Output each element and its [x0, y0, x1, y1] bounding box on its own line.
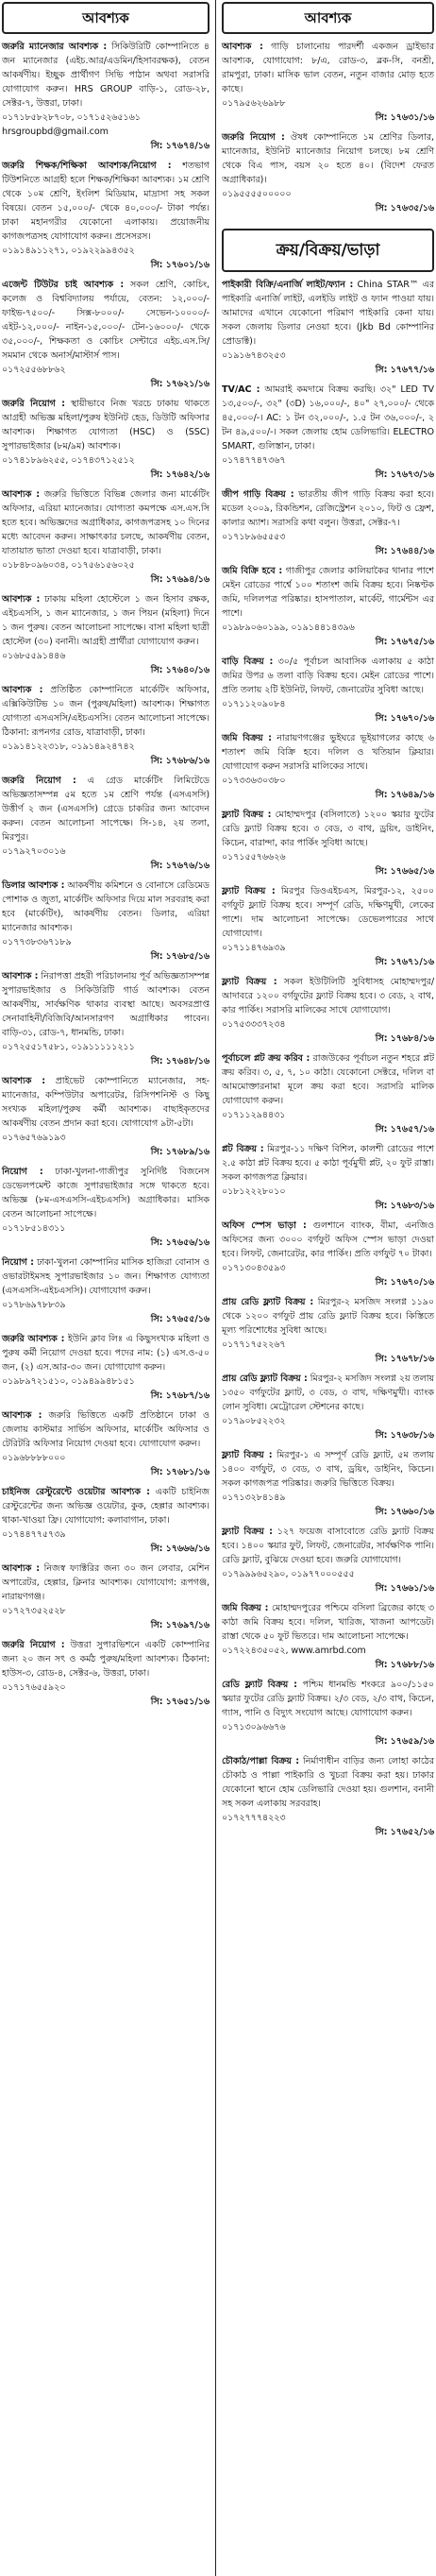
- ad-title: ফ্ল্যাট বিক্রয় :: [222, 1450, 273, 1460]
- ad-phone: ০১৬৮৫৫৯১৪৪৬: [2, 651, 66, 661]
- ad-body: সিকিউরিটি কোম্পানিতে ৪ জন ম্যানেজার (এইচ.আর/এডমিন/হিসাবরক্ষক), বেতন আকর্ষণীয়। ইচ্ছুক প্রার্থীগণ সিভি পাঠান অথবা সরাসরি যোগাযোগ করুন। HRS GROUP বাড়ি-১, রোড-২৮, সেক্টর-৭, উত্তরা, ঢাকা।: [2, 42, 210, 109]
- classified-ad: [2, 278, 210, 391]
- classified-ad: [222, 1448, 434, 1519]
- ad-body: China STAR™ এর পাইকারি এনার্জি লাইট, এলইডি লাইট ও ফ্যান পাওয়া যায়। আমাদের এখানে যেকোনো পরিমাণ পাইকারি কেনা যায়। সকল জেলায় ডিলার নেওয়া হবে। (Jkb Bd কোম্পানির প্রোডাক্ট)।: [222, 280, 434, 347]
- ad-title: অফিস স্পেস ভাড়া :: [222, 1220, 307, 1231]
- ad-phone: ০১৭৯২৭০৩০১৬: [2, 846, 66, 857]
- ad-body: মিরপুর ডিওএইচএস, মিরপুর-১২, ২৫০০ বর্গফুট ফ্ল্যাট বিক্রয় হবে। সম্পূর্ণ রেডি, দক্ষিণমুখী, লেকের পাশে। দাম আলোচনা সাপেক্ষে। ডেভেলপারের সাথে যোগাযোগ।: [222, 886, 434, 939]
- ad-phone: ০১৯৮৯০৬০১৯৯, ০১৯১৪৪১৪৩৯৬: [222, 623, 355, 633]
- classified-ad: [222, 1601, 434, 1672]
- ad-reference-code: সি: ১৭৬৫৬/১৬: [150, 1237, 210, 1248]
- ad-body: একটি চাইনিজ রেস্টুরেন্টের জন্য অভিজ্ঞ ওয়েটার, কুক, হেল্পার আবশ্যক। থাকা-খাওয়া ফ্রি। যোগাযোগ: কলাবাগান, ঢাকা।: [2, 1487, 210, 1526]
- ad-title: ফ্ল্যাট বিক্রয় :: [222, 810, 272, 820]
- ad-body: ঔষধ কোম্পানিতে ১ম শ্রেণির ডিলার, ম্যানেজার, ইউনিট ম্যানেজার নিয়োগ চলছে। ৮ম শ্রেণি থেকে বিএ পাস, বয়স ২০ হতে ৪০। (বিদেশ ফেরত অগ্রাধিকার)।: [222, 132, 434, 185]
- ad-phone: ০১৭১৮৯৬৫৫৫৩: [222, 532, 286, 542]
- ad-body: ভারতীয় জীপ গাড়ি বিক্রয় করা হবে। মডেল ২০০৯, রিকন্ডিশন, রেজিস্ট্রেশন ২০১০, ফিট ও ফ্রেশ, কালার অ্যাশ। সরাসরি কথা বলুন। উত্তরা, সেক্টর-৭।: [222, 489, 435, 528]
- ad-body: মিরপুর-১১ দক্ষিণ বিশিল, কালশী রোডের পাশে ২.৫ কাঠা প্লট বিক্রয় হবে। ৫ কাঠা পূর্বমুখী প্লট, ২০ ফুট রাস্তা। সকল কাগজপত্র ক্লিয়ার।: [222, 1144, 434, 1183]
- ad-body: গাজীপুর জেলার কালিয়াকৈর থানার পাশে মেইন রোডের পার্শ্বে ১০০ শতাংশ জমি বিক্রয় হবে। নিষ্কণ্টক জমি, দলিলপত্র পরিষ্কার। হাসপাতাল, মার্কেট, গার্মেন্টস এর পাশে।: [222, 566, 434, 619]
- ad-phone: ০১৭১৩০৪৩৫৯৩: [222, 1263, 286, 1273]
- ad-title: আবশ্যক :: [2, 1076, 45, 1086]
- ad-reference-code: সি: ১৭৬৭১/১৬: [375, 957, 434, 967]
- classified-ad: [222, 884, 434, 969]
- ad-body: মোহাম্মদপুরের পশ্চিমে বসিলা ব্রিজের কাছে ৩ কাঠা জমি বিক্রয় হবে। দলিল, খারিজ, খাজনা আপডেট। রাস্তা থেকে ৫০ ফুট ভিতরে। দাম আলোচনা সাপেক্ষে।: [222, 1603, 434, 1642]
- classified-ad: [2, 1255, 210, 1326]
- ad-reference-code: সি: ১৭৬৩৮/১৬: [375, 1430, 434, 1441]
- right-top-ad-list: [222, 40, 434, 215]
- classified-ad: [2, 1485, 210, 1556]
- ad-phone: ০১৯৮৯৭২১৫১০, ০১৯৪৯৯৪৮১৫১: [2, 1376, 135, 1387]
- left-column: [0, 0, 212, 1714]
- ad-title: আবশ্যক :: [2, 1410, 42, 1421]
- ad-phone: ০১৭২৫৫১৭৫৮১, ০১৯১১১১১২১১: [2, 1042, 135, 1052]
- ad-phone: ০১৭২৭৭৭৪২২৩: [222, 1813, 286, 1823]
- classified-ad: [222, 1295, 434, 1366]
- ad-title: প্রায় রেডি ফ্ল্যাট বিক্রয় :: [222, 1297, 314, 1307]
- classified-ad: [2, 879, 210, 964]
- ad-body: জরুরি ভিত্তিতে বিভিন্ন জেলার জন্য মার্কেটিং অফিসার, এরিয়া ম্যানেজার। যোগ্যতা কমপক্ষে এস.এস.সি হতে হবে। অভিজ্ঞদের অগ্রাধিকার, কাগজপত্রসহ ১০ দিনের মধ্যে আবেদন করুন। সাক্ষাৎকার চলছে, আকর্ষণীয় বেতন, যাতায়াত ভাতা দেওয়া হবে। যাত্রাবাড়ী, ঢাকা।: [2, 489, 210, 556]
- ad-reference-code: সি: ১৭৬৮৪/১৬: [375, 1033, 434, 1044]
- ad-reference-code: সি: ১৭৬৫৫/১৬: [150, 1314, 210, 1324]
- ad-body: ৩০/৫ পূর্বাচল আবাসিক এলাকায় ৫ কাঠা জমির উপর ৬ তলা বাড়ি বিক্রয় হবে। মেইন রোডের পাশে। প্রতি তলায় ২টি ইউনিট, লিফট, জেনারেটর সুবিধা আছে।: [222, 657, 434, 695]
- classified-ad: [2, 487, 210, 587]
- ad-phone: ০১৭১৩২৮৪১৪৯: [222, 1493, 286, 1503]
- ad-reference-code: সি: ১৭৬৪২/১৬: [150, 469, 210, 480]
- ad-reference-code: সি: ১৭৬৯৭/১৬: [150, 1620, 210, 1630]
- ad-phone: ০১৭১১২৯৪৪৩১: [222, 1110, 286, 1120]
- section-header-buy-sell-rent: ক্রয়/বিক্রয়/ভাড়া: [222, 229, 434, 272]
- classified-ad: [222, 1754, 434, 1839]
- ad-phone: ০১৭৮৬৯৭৮৮৩৯: [2, 1300, 66, 1310]
- ad-title: প্রায় রেডি ফ্ল্যাট বিক্রয় :: [222, 1373, 308, 1384]
- ad-body: গুলশানে ব্যাংক, বীমা, এনজিও অফিসের জন্য ৩০০০ বর্গফুট অফিস স্পেস ভাড়া দেওয়া হবে। লিফট, জেনারেটর, কার পার্কিং। প্রতি বর্গফুট ৭০ টাকা।: [222, 1220, 434, 1259]
- left-ad-list: [2, 40, 210, 1709]
- ad-body: মোহাম্মদপুর (বসিলাতে) ১২০০ স্কয়ার ফুটের রেডি ফ্ল্যাট বিক্রয় হবে। ৩ বেড, ৩ বাথ, ড্রয়িং, ডাইনিং, কিচেন, বারান্দা, কার পার্কিং সুবিধা আছে।: [222, 810, 434, 848]
- ad-reference-code: সি: ১৭৬৮৫/১৬: [150, 951, 210, 962]
- ad-title: জরুরি নিয়োগ :: [2, 399, 65, 409]
- ad-title: আবশ্যক :: [2, 1563, 40, 1574]
- ad-phone: ০১৭৭৩৮৩৬৭১৮৯: [2, 937, 72, 947]
- ad-title: আবশ্যক :: [2, 685, 43, 695]
- ad-phone: ০১৯১৪৯১১২৭১, ০১৯২২৯৯৪৩৫২: [2, 246, 135, 256]
- ad-body: প্রতিষ্ঠিত কোম্পানিতে মার্কেটিং অফিসার, এক্সিকিউটিভ ১০ জন (পুরুষ/মহিলা) আবশ্যক। শিক্ষাগত যোগ্যতা এসএসসি/এইচএসসি। বেতন আলোচনা সাপেক্ষে। ঠিকানা: রূপনগর রোড, যাত্রাবাড়ী, ঢাকা।: [2, 685, 210, 738]
- ad-title: ফ্ল্যাট বিক্রয় :: [222, 886, 276, 896]
- ad-title: ফ্ল্যাট বিক্রয় :: [222, 977, 277, 987]
- ad-reference-code: সি: ১৭৬৮১/১৬: [150, 1467, 210, 1477]
- classified-ad: [222, 130, 434, 215]
- ad-title: জমি বিক্রি হবে :: [222, 566, 283, 576]
- ad-body: ঢাকায় মহিলা হোস্টেলে ১ জন হিসাব রক্ষক, এইচএসসি, ১ জন ম্যানেজার, ১ জন পিয়ন (মহিলা) দিনে ১ জন পুরুষ। বেতন আলোচনা সাপেক্ষে। বাসা মহিলা ছাত্রী হোস্টেল (৩০) বনানী। আগ্রহী প্রার্থীরা যোগাযোগ করুন।: [2, 594, 210, 647]
- ad-body: ঢাকা-খুলনা কোম্পানির মাসিক হাজিরা বোনাস ও ওভারটাইমসহ সুপারভাইজার ১০ জন। শিক্ষাগত যোগ্যতা (এসএসসি-এইচএসসি)। যোগাযোগ করুন।: [2, 1257, 210, 1296]
- ad-title: চাইনিজ রেস্টুরেন্টে ওয়েটার আবশ্যক :: [2, 1487, 150, 1497]
- classified-ad: [2, 774, 210, 873]
- ad-title: এজেন্ট টিউটর চাই আবশ্যক :: [2, 280, 125, 290]
- ad-reference-code: সি: ১৭৬৭৪/১৬: [150, 141, 210, 151]
- ad-title: নিয়োগ :: [2, 1167, 43, 1177]
- classified-ad: [2, 1638, 210, 1709]
- ad-title: জরুরি নিয়োগ :: [222, 132, 285, 143]
- classified-ad: [222, 487, 434, 558]
- classified-ad: [222, 1372, 434, 1442]
- classified-ad: [222, 808, 434, 879]
- ad-reference-code: সি: ১৭৬৭৭/১৬: [375, 365, 434, 375]
- ad-reference-code: সি: ১৭৬৪৪/১৬: [375, 546, 434, 556]
- ad-body: মিরপুর-২ মসজিদ সংলগ্ন ২য় তলায় ১৩৫০ বর্গফুটের ফ্ল্যাট, ৩ বেড, ৩ বাথ, দক্ষিণমুখী। ব্যাংক লোন সুবিধা। মেট্রোরেল স্টেশনের কাছে।: [222, 1373, 435, 1412]
- classified-ad: [2, 40, 210, 153]
- classified-ad: [222, 1142, 434, 1213]
- right-ad-list: [222, 278, 434, 1839]
- ad-email: hrsgroupbd@gmail.com: [2, 127, 109, 137]
- ad-reference-code: সি: ১৭৬৬৫/১৬: [375, 866, 434, 877]
- ad-phone: ০১৭২৫৫৬৮৮৬২: [2, 365, 66, 375]
- ad-title: আবশ্যক :: [222, 42, 263, 52]
- classified-ad: [222, 1525, 434, 1595]
- ad-body: শতভাগ টিউশনিতে আগ্রহী হলে শিক্ষক/শিক্ষিকা আবশ্যক। ১ম শ্রেণি থেকে ১০ম শ্রেণি, ইংলিশ মিডিয়াম, মাদ্রাসা সহ সকল বিষয়ে। বেতন ১৫,০০০/- থেকে ৪০,০০০/- টাকা পর্যন্ত। ঢাকা মহানগরীর যেকোনো এলাকায়। প্রয়োজনীয় কাগজপত্রসহ যোগাযোগ করুন। প্রসেসরস।: [2, 161, 210, 242]
- ad-body: আকর্ষণীয় কমিশনে ও বোনাসে রেডিমেড পোশাক ও জুতা, মার্কেটিং অফিসার দিয়ে মাল সরবরাহ করা হবে (মার্কেটিং), আকর্ষণীয় বেতন। ডিলার, এরিয়া ম্যানেজার আবশ্যক।: [2, 880, 210, 933]
- classified-ad: [2, 1332, 210, 1403]
- ad-reference-code: সি: ১৭৬৩৫/১৬: [375, 203, 434, 213]
- ad-reference-code: সি: ১৭৬০১/১৬: [150, 260, 210, 270]
- ad-reference-code: সি: ১৭৬৮৭/১৬: [150, 1390, 210, 1401]
- ad-phone: ০১৭১৩০৯৬৬৭৬: [222, 1722, 286, 1732]
- ad-phone: ০১৯১৬৭৪৩২৫৩: [222, 350, 286, 361]
- ad-reference-code: সি: ১৭৬৫১/১৬: [150, 1697, 210, 1707]
- ad-phone: ০১৭৯০৮৫২২৩২: [222, 1416, 286, 1426]
- ad-reference-code: সি: ১৭৬৬১/১৬: [375, 1583, 434, 1594]
- ad-body: স্থায়ীভাবে নিজ খরচে ঢাকায় থাকতে আগ্রহী অভিজ্ঞ মহিলা/পুরুষ ইউনিট হেড, ডিউটি অফিসার আবশ্যক। শিক্ষাগত যোগ্যতা (HSC) ও (SSC) সুপারভাইজার (৮ম/৯ম) আবশ্যক।: [2, 399, 210, 452]
- ad-body: জরুরি ভিত্তিতে একটি প্রতিষ্ঠানে ঢাকা ও জেলায় কাস্টমার সার্ভিস অফিসার, মার্কেটিং অফিসার ও টেরিটরি অফিসার নিয়োগ দেওয়া হবে। যোগাযোগ করুন।: [2, 1410, 210, 1449]
- ad-phone: ০১৭৩৩৬৩০৩৮০: [222, 776, 286, 786]
- classified-ad: [2, 397, 210, 482]
- ad-title: জরুরি শিক্ষক/শিক্ষিকা আবশ্যক/নিয়োগ :: [2, 161, 172, 171]
- ad-body: নারায়ণগঞ্জের ভুইঘরে ভূইয়াগলের কাছে ৬ শতাংশ জমি বিক্রি হবে। দলিল ও খতিয়ান ক্লিয়ার। যোগাযোগ করুন সরাসরি মালিকের সাথে।: [222, 733, 434, 772]
- ad-title: TV/AC :: [222, 384, 260, 395]
- ad-reference-code: সি: ১৭৬৪০/১৬: [150, 665, 210, 675]
- ad-reference-code: সি: ১৭৬৭৫/১৬: [375, 637, 434, 647]
- ad-reference-code: সি: ১৭৬৩১/১৬: [375, 112, 434, 123]
- ad-reference-code: সি: ১৭৬২১/১৬: [150, 379, 210, 389]
- classified-ad: [222, 1678, 434, 1749]
- ad-reference-code: সি: ১৭৬৭০/১৬: [375, 1277, 434, 1288]
- classified-ad: [222, 1219, 434, 1289]
- section-header-wanted-right: আবশ্যক: [222, 2, 434, 34]
- ad-phone: ০১৭৪৪৭৭৫৭৩৯: [2, 1529, 66, 1540]
- ad-body: সকল ইউটিলিটি সুবিধাসহ মোহাম্মদপুর/আদাবরে ১২০০ বর্গফুটের ফ্ল্যাট বিক্রয় হবে। ৩ বেড, ২ বাথ, কার পার্কিং। সরাসরি মালিকের সাথে যোগাযোগ।: [222, 977, 434, 1015]
- ad-phone: ০১৭১১২০৯০৮৪: [222, 699, 286, 709]
- ad-phone: ০১৭৬৫৭৬৯১৯৩: [2, 1133, 66, 1143]
- classified-ad: [222, 383, 434, 482]
- classified-ad: [222, 40, 434, 125]
- classified-ad: [2, 1165, 210, 1250]
- ad-reference-code: সি: ১৭৬৭৮/১৬: [375, 1354, 434, 1364]
- ad-body: আমরাই কমদামে বিক্রয় করছি। ৩২" LED TV ১৩,৫০০/-, ৩২" (৩D) ১৬,০০০/-, ৪০" ২৭,০০০/- থেকে ৪৫,০০০/-। AC: ১ টন ৩২,০০০/-, ১.৫ টন ৩৬,০০০/-, ২ টন ৪৯,৫০০/-। সকল জেলায় হোম ডেলিভারি। ELECTRO SMART, গুলিস্তান, ঢাকা।: [222, 384, 434, 452]
- ad-reference-code: সি: ১৭৬৬০/১৬: [375, 1507, 434, 1517]
- classified-ad: [2, 683, 210, 768]
- ad-reference-code: সি: ১৭৬৫৭/১৬: [375, 1124, 434, 1134]
- ad-title: পাইকারী বিক্রি/এনার্জি লাইট/ফ্যান :: [222, 280, 354, 290]
- ad-body: ঢাকা-খুলনা-গাজীপুর সুনির্দিষ্ট বিজনেস ডেভেলপমেন্ট কাজে সুপারভাইজার সঙ্গে থাকতে হবে। অভিজ্ঞ (৮ম-এসএসসি-এইচএসসি) অগ্রাধিকার। মাসিক বেতন আলোচনা সাপেক্ষে।: [2, 1167, 210, 1220]
- ad-reference-code: সি: ১৭৬৫২/১৬: [375, 1827, 434, 1837]
- ad-phone: ০১৯১৪১২২৩১৮, ০১৯১৪৯২৪৭৪২: [2, 742, 135, 752]
- classified-ad: [2, 1074, 210, 1159]
- ad-phone: ০১৭২৭৩৫২৫২৮: [2, 1606, 66, 1616]
- ad-phone: ০১৭৯৫৬২৬৯৮৮: [222, 98, 286, 109]
- ad-title: রেডি ফ্ল্যাট বিক্রয় :: [222, 1680, 297, 1690]
- classified-ad: [222, 278, 434, 377]
- classified-ad: [2, 592, 210, 677]
- ad-phone: ০১৯৬৮৮৮৮০০০: [2, 1453, 66, 1463]
- ad-body: সকল শ্রেণি, কোচিং, কলেজ ও বিশ্ববিদ্যালয় পর্যায়ে, বেতন: ১২,০০০/- ফাইভ-৭৫০০/- সিক্স-৮০০০/- সেভেন-১০০০০/- এইট-১২,০০০/- নাইন-১৫,০০০/- টেন-১৬০০০/- থেকে ৩৫,০০০/-, শিক্ষকতা ও কোচিং সেন্টারে এইচ.এস.সি/সমমান থেকে অনার্স/মাস্টার্স পাস।: [2, 280, 210, 361]
- ad-phone: ০১৭৯৯৯৬৫২৯০, ০১৯৭৭০০০৫৫৫: [222, 1569, 355, 1579]
- classified-ad: [2, 969, 210, 1068]
- ad-phone: ০১৭৪১৮৯৬২৫৫, ০১৭৪৩৭১২৫১২: [2, 455, 135, 466]
- ad-title: জীপ গাড়ি বিক্রয় :: [222, 489, 294, 500]
- ad-phone: ০১৭৫৩৩৩৭২৩৪: [222, 1019, 286, 1030]
- ad-reference-code: সি: ১৭৬৮৬/১৬: [150, 756, 210, 766]
- ad-reference-code: সি: ১৭৬৪৮/১৬: [150, 1056, 210, 1066]
- ad-title: আবশ্যক :: [2, 594, 41, 605]
- ad-title: জরুরি নিয়োগ :: [2, 1640, 65, 1650]
- ad-phone: ০১৯৫৫৫৫০০০০০: [222, 189, 292, 199]
- ad-reference-code: সি: ১৭৬৮৯/১৬: [150, 1147, 210, 1157]
- ad-title: প্লট বিক্রয় :: [222, 1144, 264, 1154]
- ad-body: ইউনি ক্লাব লিঃ এ কিছুসংখ্যক মহিলা ও পুরুষ কর্মী নিয়োগ দেওয়া হবে। পদের নাম: (১) এস.ও-৫০ জন, (২) এস.আর-৩০ জন। যোগাযোগ করুন।: [2, 1334, 210, 1373]
- ad-title: নিয়োগ :: [2, 1257, 34, 1268]
- classified-ad: [2, 1408, 210, 1479]
- ad-title: জমি বিক্রয় :: [222, 733, 272, 743]
- ad-body: পশ্চিম ধানমন্ডি শংকরে ৯০০/১১৫০ স্কয়ার ফুটের রেডি ফ্ল্যাট বিক্রয়। ২/৩ বেড, ২/৩ বাথ, কিচেন, গ্যাস, পানি ও বিদ্যুৎ সংযোগ আছে। যোগাযোগ করুন।: [222, 1680, 434, 1718]
- classified-ad: [222, 1051, 434, 1136]
- ad-body: উত্তরা সুপারভিশনে একটি কোম্পানির জন্য ২০ জন সৎ ও কর্মঠ পুরুষ/মহিলা আবশ্যক। ঠিকানা: হাউস-৩, রোড-৪, সেক্টর-৬, উত্তরা, ঢাকা।: [2, 1640, 210, 1679]
- ad-body: মিরপুর-২ মসজিদ সংলগ্ন ১১৯০ থেকে ১২০০ বর্গফুট প্রায় রেডি ফ্ল্যাট বিক্রয় হবে। কিস্তিতে মূল্য পরিশোধের সুবিধা আছে।: [222, 1297, 434, 1336]
- column-divider: [215, 0, 216, 2576]
- ad-reference-code: সি: ১৭৬৭০/১৬: [375, 713, 434, 724]
- ad-reference-code: সি: ১৭৬৫৯/১৬: [375, 1736, 434, 1747]
- ad-body: নিরাপত্তা প্রহরী পরিচালনায় পূর্ব অভিজ্ঞতাসম্পন্ন সুপারভাইজার ও সিকিউরিটি গার্ড আবশ্যক। বেতন আকর্ষণীয়, সার্বক্ষণিক থাকার ব্যবস্থা আছে। অবসরপ্রাপ্ত সেনাবাহিনী/বিজিবি/আনসারগণ অগ্রাধিকার পাবেন। বাড়ি-৩১, রোড-৭, ধানমন্ডি, ঢাকা।: [2, 971, 210, 1038]
- ad-phone: ০১৭১৫৫৭৬৬২৬: [222, 852, 286, 862]
- ad-title: ফ্ল্যাট বিক্রয় :: [222, 1527, 273, 1537]
- ad-phone: ০১৭৭১৭৫২২৬৭: [222, 1339, 286, 1350]
- ad-title: আবশ্যক :: [2, 489, 41, 500]
- ad-title: চৌকাঠ/পাল্লা বিক্রয় :: [222, 1756, 300, 1766]
- ad-phone: ০১৭৪৭৭৪৭৩৬৭: [222, 455, 286, 466]
- right-column: [218, 0, 436, 1845]
- ad-title: আবশ্যক :: [2, 971, 39, 981]
- ad-phone: ০১৭১৭৬৫৫৯২০: [2, 1682, 66, 1693]
- ad-reference-code: সি: ১৭৬৯৪/১৬: [150, 574, 210, 585]
- ad-reference-code: সি: ১৭৬৮৮/১৬: [375, 1660, 434, 1670]
- ad-body: রাজউকের পূর্বাচল নতুন শহরে প্লট ক্রয় করিব। ৩, ৫, ৭, ১০ কাঠা। যেকোনো সেক্টরে, দলিল বা আমমোক্তারনামা মূলে ক্রয় করা হবে। সরাসরি মালিক যোগাযোগ করুন।: [222, 1053, 434, 1106]
- classified-ad: [222, 975, 434, 1046]
- section-header-wanted: আবশ্যক: [2, 2, 210, 34]
- ad-phone: ০১৮১২২২৮০১০: [222, 1186, 286, 1197]
- classified-ad: [2, 159, 210, 272]
- ad-phone: ০১৭১৮৫৮২৮৭০৮, ০১৭১৫২৬৫১৬১: [2, 112, 141, 123]
- ad-reference-code: সি: ১৭৬৭৬/১৬: [150, 861, 210, 871]
- ad-body: নির্মাণাধীন বাড়ির জন্য লোহা কাঠের চৌকাঠ ও পাল্লা পাইকারি ও খুচরা বিক্রয় করা হয়। ঢাকার যেকোনো স্থানে হোম ডেলিভারি দেওয়া হয়। গুলশান, বনানী সহ সকল এলাকায় সরবরাহ।: [222, 1756, 434, 1809]
- ad-reference-code: সি: ১৭৬৭৩/১৬: [375, 469, 434, 480]
- ad-body: ১২৭ ফয়েজ বাসাবোতে রেডি ফ্ল্যাট বিক্রয় হবে। ১৪০০ স্কয়ার ফুট, লিফট, জেনারেটর, সার্বক্ষণিক পানি। রেডি ফ্ল্যাট, বুঝিয়ে দেওয়া হবে। জরুরি যোগাযোগ।: [222, 1527, 434, 1565]
- ad-phone: ০১৭১৮৫১৪৩১১: [2, 1223, 66, 1234]
- ad-phone: ০১৭১১৪৭৬৯৩৯: [222, 943, 286, 953]
- classified-ad: [222, 564, 434, 649]
- ad-body: এ গ্রেড মার্কেটিং লিমিটেডে অভিজ্ঞতাসম্পন্ন ৫ম হতে ১ম শ্রেণি পর্যন্ত (এসএসসি) উত্তীর্ণ ২ জন (এসএসসি) গ্রেডে চাকরির জন্য আবেদন করুন। বেতন আলোচনা সাপেক্ষে। সি-১৪, ২য় তলা, মিরপুর।: [2, 776, 210, 843]
- ad-title: জরুরি নিয়োগ :: [2, 776, 76, 786]
- ad-title: বাড়ি বিক্রয় :: [222, 657, 274, 667]
- ad-phone: ০১৮৪৮০৯৬০৩৪, ০১৭৫৬১৫৬০২৫: [2, 560, 135, 571]
- classified-ad: [2, 1561, 210, 1632]
- ad-body: প্রাইভেট কোম্পানিতে ম্যানেজার, সহ-ম্যানেজার, কম্পিউটার অপারেটর, রিসিপশনিস্ট ও কিছু সংখ্যক মহিলা/পুরুষ কর্মী আবশ্যক। বাছাইকৃতদের আকর্ষণীয় বেতন প্রদান করা হবে। যোগাযোগ ৯টা-৫টা।: [2, 1076, 210, 1129]
- ad-body: গাড়ি চালানোয় পারদর্শী একজন ড্রাইভার আবশ্যক, যোগাযোগ: ৮/এ, রোড-৩, ব্লক-সি, বনশ্রী, রামপুরা, ঢাকা। মাসিক ভাল বেতন, নতুন বাজার মোড় হতে কাছে।: [222, 42, 434, 94]
- ad-phone: ০১৭২২৪৩৫০৫২, www.amrbd.com: [222, 1646, 366, 1656]
- ad-body: মিরপুর-১ এ সম্পূর্ণ রেডি ফ্ল্যাট, ৫ম তলায় ১৪০০ বর্গফুট, ৩ বেড, ৩ বাথ, ড্রয়িং, ডাইনিং, কিচেন। সকল কাগজপত্র পরিষ্কার। জরুরি ভিত্তিতে বিক্রয়।: [222, 1450, 434, 1489]
- classified-ad: [222, 731, 434, 802]
- ad-reference-code: সি: ১৭৬৪৯/১৬: [375, 790, 434, 800]
- ad-title: জরুরি আবশ্যক :: [2, 1334, 65, 1344]
- classified-ad: [222, 655, 434, 725]
- ad-title: জরুরি ম্যানেজার আবশ্যক :: [2, 42, 108, 52]
- ad-title: পূর্বাচলে প্লট ক্রয় করিব :: [222, 1053, 310, 1064]
- ad-title: ডিলার আবশ্যক :: [2, 880, 65, 891]
- ad-body: নিজস্ব ফ্যাক্টরির জন্য ৩০ জন লেবার, মেশিন অপারেটর, হেল্পার, ক্লিনার আবশ্যক। যোগাযোগ: রূপগঞ্জ, নারায়ণগঞ্জ।: [2, 1563, 210, 1602]
- ad-title: জমি বিক্রয় :: [222, 1603, 269, 1613]
- ad-reference-code: সি: ১৭৬৬৬/১৬: [150, 1544, 210, 1554]
- ad-reference-code: সি: ১৭৬৮৩/১৬: [375, 1201, 434, 1211]
